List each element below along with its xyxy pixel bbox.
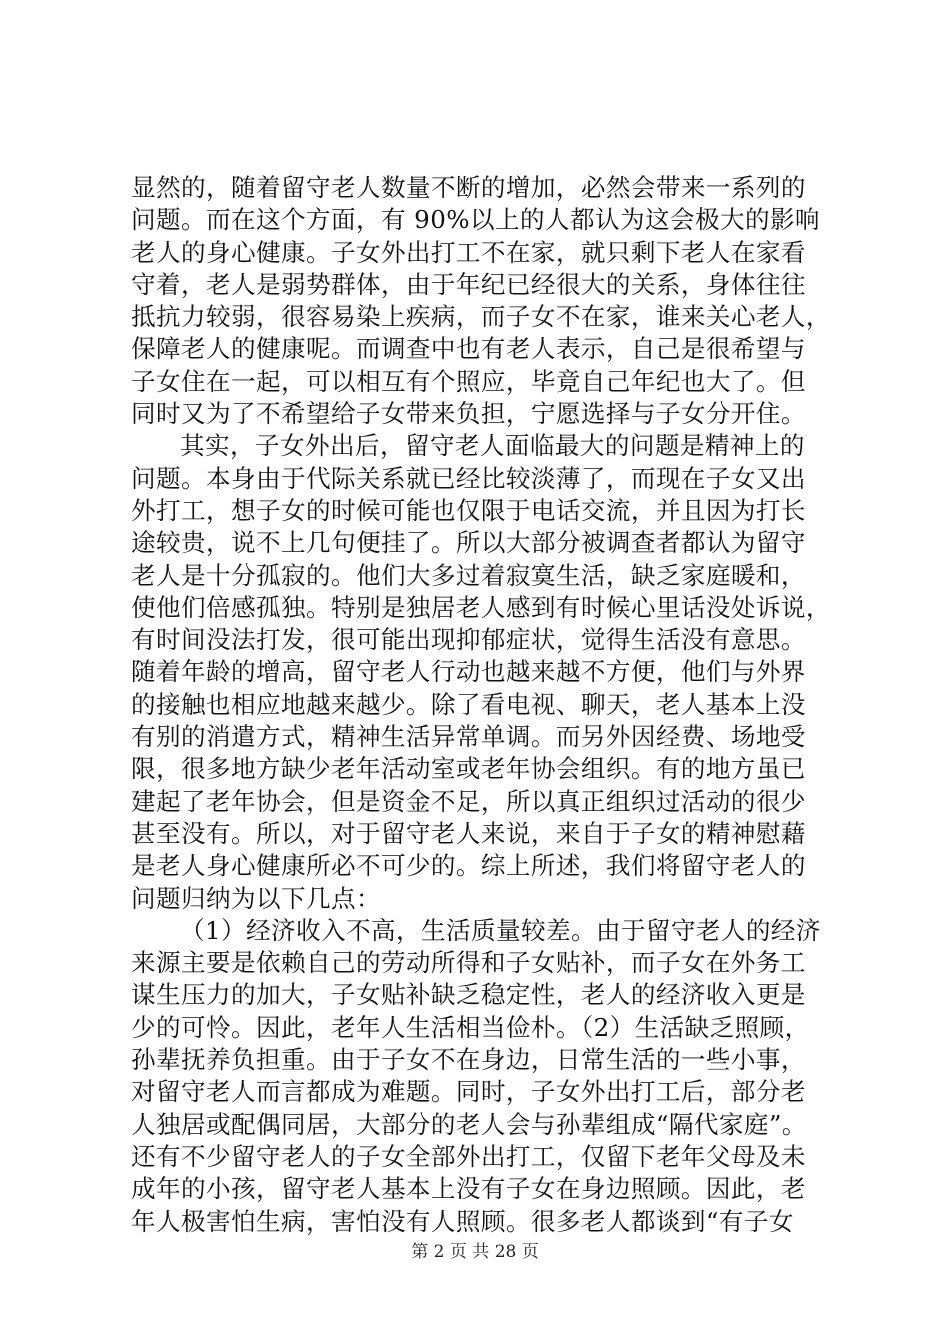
body-text (131, 172, 831, 1238)
text-line: 同时又为了不希望给子女带来负担，宁愿选择与子女分开住。 (131, 399, 806, 429)
text-line: 老人是十分孤寂的。他们大多过着寂寞生活，缺乏家庭暖和， (131, 560, 806, 590)
text-line: 保障老人的健康呢。而调查中也有老人表示，自己是很希望与 (131, 334, 806, 364)
text-line: 途较贵，说不上几句便挂了。所以大部分被调查者都认为留守 (131, 528, 806, 558)
text-line: 来源主要是依赖自己的劳动所得和子女贴补，而子女在外务工 (131, 948, 806, 978)
text-line: 谋生压力的加大，子女贴补缺乏稳定性，老人的经济收入更是 (131, 980, 806, 1010)
page-footer (0, 1241, 950, 1263)
text-line: 孙辈抚养负担重。由于子女不在身边，日常生活的一些小事， (131, 1045, 806, 1075)
text-line: 问题。而在这个方面，有 90%以上的人都认为这会极大的影响 (131, 205, 820, 235)
text-line: 子女住在一起，可以相互有个照应，毕竟自己年纪也大了。但 (131, 366, 806, 396)
text-line: 使他们倍感孤独。特别是独居老人感到有时候心里话没处诉说， (131, 592, 831, 622)
text-line: 老人的身心健康。子女外出打工不在家，就只剩下老人在家看 (131, 237, 806, 267)
text-line: 成年的小孩，留守老人基本上没有子女在身边照顾。因此，老 (131, 1174, 806, 1204)
text-line: 限，很多地方缺少老年活动室或老年协会组织。有的地方虽已 (131, 754, 806, 784)
text-line: 少的可怜。因此，老年人生活相当俭朴。（2）生活缺乏照顾， (131, 1012, 810, 1042)
text-line: 有时间没法打发，很可能出现抑郁症状，觉得生活没有意思。 (131, 625, 806, 655)
text-line: 对留守老人而言都成为难题。同时，子女外出打工后，部分老 (131, 1077, 806, 1107)
paragraph-first-line: （1）经济收入不高，生活质量较差。由于留守老人的经济 (180, 915, 821, 945)
text-line: 外打工，想子女的时候可能也仅限于电话交流，并且因为打长 (131, 495, 806, 525)
text-line: 的接触也相应地越来越少。除了看电视、聊天，老人基本上没 (131, 689, 806, 719)
text-line: 问题归纳为以下几点： (131, 883, 381, 913)
text-line: 建起了老年协会，但是资金不足，所以真正组织过活动的很少 (131, 786, 806, 816)
text-line: 是老人身心健康所必不可少的。综上所述，我们将留守老人的 (131, 851, 806, 881)
text-line: 抵抗力较弱，很容易染上疾病，而子女不在家，谁来关心老人， (131, 302, 831, 332)
text-line: 问题。本身由于代际关系就已经比较淡薄了，而现在子女又出 (131, 463, 806, 493)
text-line: 随着年龄的增高，留守老人行动也越来越不方便，他们与外界 (131, 657, 806, 687)
text-line: 显然的，随着留守老人数量不断的增加，必然会带来一系列的 (131, 173, 806, 202)
text-line: 甚至没有。所以，对于留守老人来说，来自于子女的精神慰藉 (131, 818, 806, 848)
text-line: 还有不少留守老人的子女全部外出打工，仅留下老年父母及未 (131, 1141, 806, 1171)
text-line: 守着，老人是弱势群体，由于年纪已经很大的关系，身体往往 (131, 269, 806, 299)
text-line: 有别的消遣方式，精神生活异常单调。而另外因经费、场地受 (131, 722, 806, 752)
page-number-label: 第 2 页 共 28 页 (411, 1242, 539, 1262)
paragraph-first-line: 其实，子女外出后，留守老人面临最大的问题是精神上的 (180, 431, 805, 461)
text-line: 人独居或配偶同居，大部分的老人会与孙辈组成“隔代家庭”。 (131, 1109, 807, 1139)
text-line: 年人极害怕生病，害怕没有人照顾。很多老人都谈到“有子女 (131, 1206, 794, 1236)
